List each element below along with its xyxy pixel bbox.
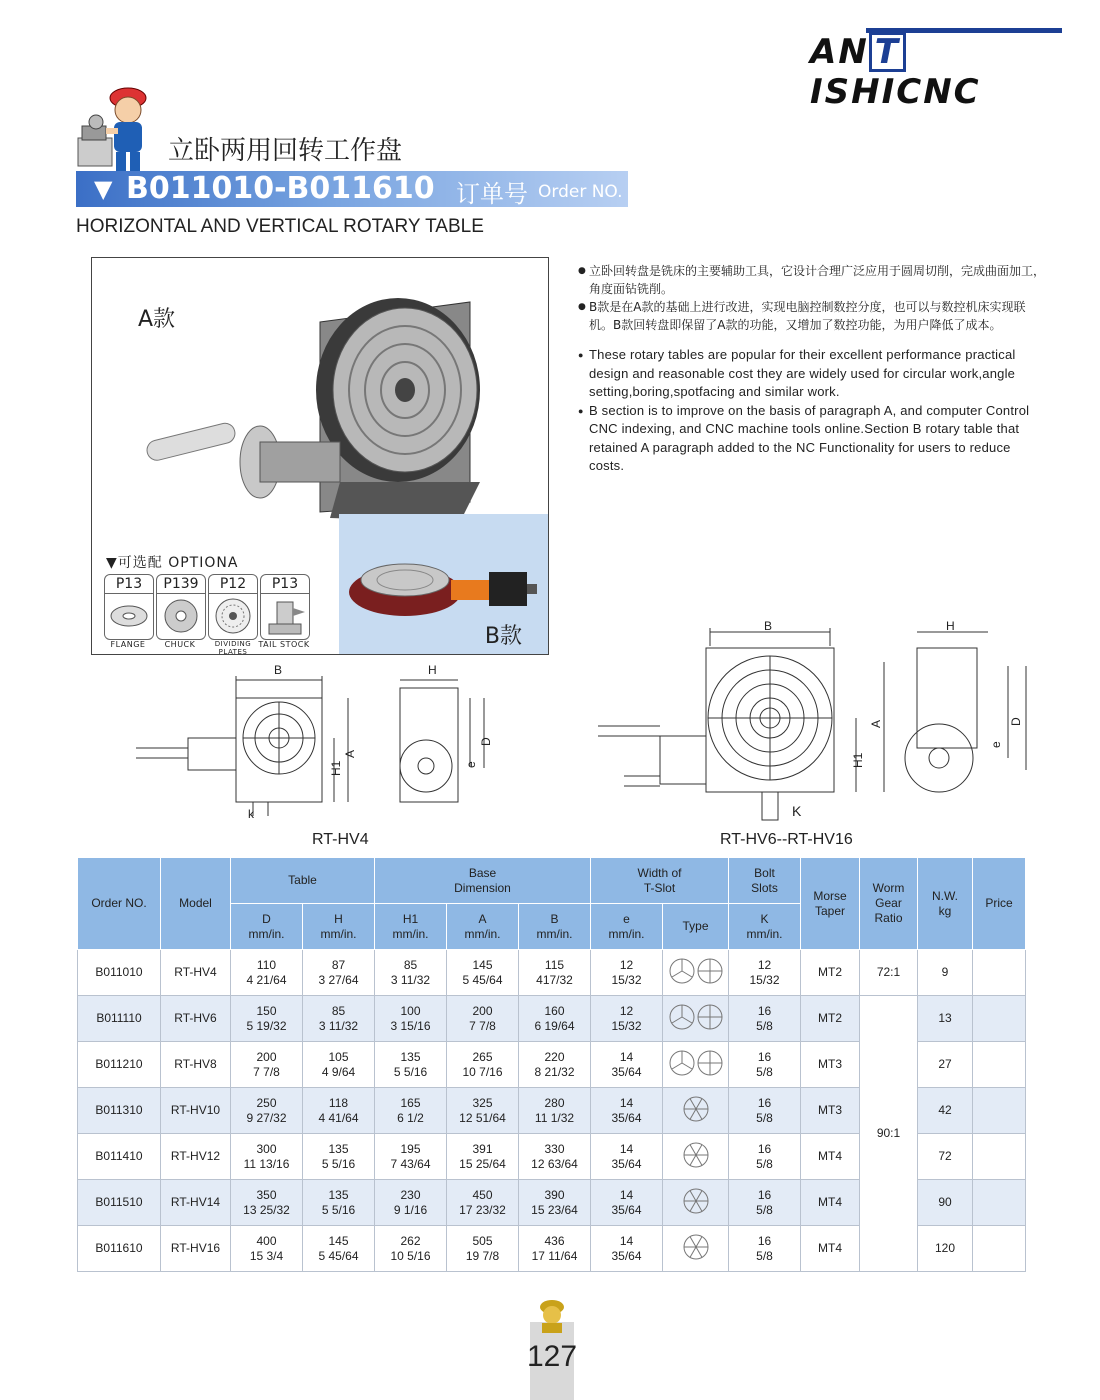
- accessory-caption: TAIL STOCK: [258, 640, 310, 649]
- b-cell: 220 8 21/32: [519, 1042, 591, 1088]
- order-number-band: [76, 171, 628, 207]
- type-cell: [663, 950, 729, 996]
- variant-b-panel: [339, 514, 548, 654]
- table-row: [78, 996, 1026, 1042]
- b-cell: 280 11 1/32: [519, 1088, 591, 1134]
- e-cell: 12 15/32: [591, 950, 663, 996]
- rt-hv6-hv16-drawing: [594, 618, 1034, 823]
- accessory-caption: DIVIDING PLATES: [214, 640, 252, 656]
- dim-label-d: D: [479, 737, 493, 746]
- price-cell: [973, 1088, 1026, 1134]
- dividing-plate-icon: [209, 594, 257, 638]
- accessory-tail-stock: P13: [260, 574, 310, 640]
- dim-label-a: A: [869, 719, 883, 728]
- header-bolt-slots: Bolt Slots: [729, 858, 801, 904]
- k-cell: 12 15/32: [729, 950, 801, 996]
- order-no-cell: B011210: [78, 1042, 161, 1088]
- type-cell: [663, 1180, 729, 1226]
- tslot-type-icon: [667, 956, 725, 986]
- chuck-icon: [157, 594, 205, 638]
- dim-label-e: e: [989, 741, 1003, 748]
- morse-cell: MT2: [801, 950, 860, 996]
- subheader-b: B mm/in.: [519, 904, 591, 950]
- net-weight-cell: 27: [918, 1042, 973, 1088]
- tslot-type-icon: [667, 1232, 725, 1262]
- type-cell: [663, 1042, 729, 1088]
- net-weight-cell: 72: [918, 1134, 973, 1180]
- d-cell: 200 7 7/8: [231, 1042, 303, 1088]
- page-number: 127: [526, 1340, 578, 1373]
- price-cell: [973, 1042, 1026, 1088]
- order-no-cell: B011610: [78, 1226, 161, 1272]
- dim-label-a: A: [343, 749, 357, 758]
- a-cell: 265 10 7/16: [447, 1042, 519, 1088]
- rt-hv4-drawing: [128, 658, 518, 823]
- order-no-cell: B011410: [78, 1134, 161, 1180]
- flange-icon: [105, 594, 153, 638]
- morse-cell: MT3: [801, 1088, 860, 1134]
- d-cell: 110 4 21/64: [231, 950, 303, 996]
- header-model: Model: [161, 858, 231, 950]
- k-cell: 16 5/8: [729, 1226, 801, 1272]
- rotary-table-a-photo: [140, 282, 480, 522]
- subheader-k: K mm/in.: [729, 904, 801, 950]
- accessory-chuck: P139: [156, 574, 206, 640]
- mascot-illustration: [76, 76, 160, 176]
- subheader-type: Type: [663, 904, 729, 950]
- h1-cell: 85 3 11/32: [375, 950, 447, 996]
- mascot-icon: [534, 1297, 570, 1337]
- h1-cell: 100 3 15/16: [375, 996, 447, 1042]
- k-cell: 16 5/8: [729, 1134, 801, 1180]
- description-cn-1: ● 立卧回转盘是铣床的主要辅助工具，它设计合理广泛应用于圆周切削，完成曲面加工，角度面钻铣削。: [578, 262, 1048, 298]
- h-cell: 135 5 5/16: [303, 1180, 375, 1226]
- a-cell: 391 15 25/64: [447, 1134, 519, 1180]
- h-cell: 145 5 45/64: [303, 1226, 375, 1272]
- specification-table: [77, 857, 1026, 1272]
- order-no-cell: B011010: [78, 950, 161, 996]
- morse-cell: MT3: [801, 1042, 860, 1088]
- order-no-cell: B011510: [78, 1180, 161, 1226]
- dim-label-b: B: [274, 663, 283, 677]
- type-cell: [663, 1088, 729, 1134]
- e-cell: 14 35/64: [591, 1134, 663, 1180]
- tslot-type-icon: [667, 1094, 725, 1124]
- product-description: [578, 262, 1048, 476]
- triangle-down-icon: ▼: [94, 175, 113, 203]
- net-weight-cell: 90: [918, 1180, 973, 1226]
- tslot-type-icon: [667, 1048, 725, 1078]
- morse-cell: MT4: [801, 1226, 860, 1272]
- price-cell: [973, 950, 1026, 996]
- price-cell: [973, 1226, 1026, 1272]
- accessory-caption: CHUCK: [164, 640, 196, 649]
- order-no-cell: B011310: [78, 1088, 161, 1134]
- morse-cell: MT4: [801, 1180, 860, 1226]
- model-cell: RT-HV6: [161, 996, 231, 1042]
- table-row: [78, 950, 1026, 996]
- description-cn-2: ● B款是在A款的基础上进行改进，实现电脑控制数控分度，也可以与数控机床实现联机。B款回转盘即保留了A款的功能，又增加了数控功能，为用户降低了成本。: [578, 298, 1048, 334]
- dim-label-k: K: [792, 803, 802, 819]
- order-code-range: B011010-B011610: [126, 171, 435, 206]
- variant-b-label: B款: [484, 624, 522, 649]
- type-cell: [663, 996, 729, 1042]
- price-cell: [973, 1134, 1026, 1180]
- k-cell: 16 5/8: [729, 1042, 801, 1088]
- page-title-cn: 立卧两用回转工作盘: [168, 136, 403, 166]
- model-cell: RT-HV10: [161, 1088, 231, 1134]
- h-cell: 105 4 9/64: [303, 1042, 375, 1088]
- type-cell: [663, 1226, 729, 1272]
- header-net-weight: N.W. kg: [918, 858, 973, 950]
- dim-label-h1: H1: [329, 760, 343, 776]
- brand-logo: [810, 22, 1060, 112]
- b-cell: 160 6 19/64: [519, 996, 591, 1042]
- description-en-2: ● B section is to improve on the basis of paragraph A, and computer Control CNC indexing, and CNC machine tools online.Section B rotary table that retained A paragraph added to the NC Functionality for users to reduce costs.: [578, 402, 1048, 476]
- a-cell: 200 7 7/8: [447, 996, 519, 1042]
- tail-stock-icon: [261, 594, 309, 638]
- e-cell: 14 35/64: [591, 1226, 663, 1272]
- header-worm-gear-ratio: Worm Gear Ratio: [860, 858, 918, 950]
- order-no-cell: B011110: [78, 996, 161, 1042]
- h1-cell: 230 9 1/16: [375, 1180, 447, 1226]
- dim-label-k: k: [248, 807, 254, 821]
- worm-ratio-cell: 90:1: [860, 996, 918, 1272]
- h-cell: 87 3 27/64: [303, 950, 375, 996]
- header-order-no: Order NO.: [78, 858, 161, 950]
- b-cell: 436 17 11/64: [519, 1226, 591, 1272]
- header-width-of-t-slot: Width of T-Slot: [591, 858, 729, 904]
- morse-cell: MT2: [801, 996, 860, 1042]
- model-cell: RT-HV4: [161, 950, 231, 996]
- dim-label-h1: H1: [851, 752, 865, 768]
- net-weight-cell: 120: [918, 1226, 973, 1272]
- accessory-flange: P13: [104, 574, 154, 640]
- page-title-en: HORIZONTAL AND VERTICAL ROTARY TABLE: [76, 216, 484, 237]
- dim-label-h: H: [428, 663, 437, 677]
- tslot-type-icon: [667, 1140, 725, 1170]
- model-cell: RT-HV8: [161, 1042, 231, 1088]
- b-cell: 330 12 63/64: [519, 1134, 591, 1180]
- h-cell: 85 3 11/32: [303, 996, 375, 1042]
- tslot-type-icon: [667, 1002, 725, 1032]
- subheader-h: H mm/in.: [303, 904, 375, 950]
- tslot-type-icon: [667, 1186, 725, 1216]
- h1-cell: 262 10 5/16: [375, 1226, 447, 1272]
- b-cell: 390 15 23/64: [519, 1180, 591, 1226]
- h1-cell: 165 6 1/2: [375, 1088, 447, 1134]
- model-cell: RT-HV12: [161, 1134, 231, 1180]
- drawing-caption-rt-hv6-hv16: RT-HV6--RT-HV16: [720, 831, 853, 848]
- subheader-d: D mm/in.: [231, 904, 303, 950]
- variant-a-label: A款: [138, 307, 176, 332]
- e-cell: 12 15/32: [591, 996, 663, 1042]
- net-weight-cell: 9: [918, 950, 973, 996]
- drawing-caption-rt-hv4: RT-HV4: [312, 831, 369, 848]
- table-header-row: [78, 858, 1026, 904]
- e-cell: 14 35/64: [591, 1180, 663, 1226]
- type-cell: [663, 1134, 729, 1180]
- worm-ratio-cell: 72:1: [860, 950, 918, 996]
- order-label-en: Order NO.: [538, 182, 623, 202]
- product-photo-panel: [91, 257, 549, 655]
- h1-cell: 135 5 5/16: [375, 1042, 447, 1088]
- morse-cell: MT4: [801, 1134, 860, 1180]
- a-cell: 145 5 45/64: [447, 950, 519, 996]
- net-weight-cell: 13: [918, 996, 973, 1042]
- d-cell: 250 9 27/32: [231, 1088, 303, 1134]
- d-cell: 400 15 3/4: [231, 1226, 303, 1272]
- header-morse-taper: Morse Taper: [801, 858, 860, 950]
- optional-accessories-label: ▼可选配 OPTIONA: [106, 555, 239, 571]
- h-cell: 118 4 41/64: [303, 1088, 375, 1134]
- b-cell: 115 417/32: [519, 950, 591, 996]
- dim-label-d: D: [1009, 717, 1023, 726]
- model-cell: RT-HV16: [161, 1226, 231, 1272]
- dim-label-e: e: [464, 761, 478, 768]
- subheader-h1: H1 mm/in.: [375, 904, 447, 950]
- a-cell: 450 17 23/32: [447, 1180, 519, 1226]
- d-cell: 300 11 13/16: [231, 1134, 303, 1180]
- price-cell: [973, 1180, 1026, 1226]
- d-cell: 150 5 19/32: [231, 996, 303, 1042]
- subheader-a: A mm/in.: [447, 904, 519, 950]
- header-price: Price: [973, 858, 1026, 950]
- a-cell: 505 19 7/8: [447, 1226, 519, 1272]
- a-cell: 325 12 51/64: [447, 1088, 519, 1134]
- k-cell: 16 5/8: [729, 996, 801, 1042]
- header-table: Table: [231, 858, 375, 904]
- e-cell: 14 35/64: [591, 1042, 663, 1088]
- d-cell: 350 13 25/32: [231, 1180, 303, 1226]
- e-cell: 14 35/64: [591, 1088, 663, 1134]
- subheader-e: e mm/in.: [591, 904, 663, 950]
- dim-label-b: B: [764, 619, 773, 633]
- order-label-cn: 订单号: [456, 180, 528, 208]
- h-cell: 135 5 5/16: [303, 1134, 375, 1180]
- description-en-1: ● These rotary tables are popular for their excellent performance practical design and reasonable cost they are widely used for circular work,angle setting,boring,spotfacing and similar work.: [578, 346, 1048, 402]
- net-weight-cell: 42: [918, 1088, 973, 1134]
- k-cell: 16 5/8: [729, 1088, 801, 1134]
- accessory-caption: FLANGE: [110, 640, 146, 649]
- price-cell: [973, 996, 1026, 1042]
- k-cell: 16 5/8: [729, 1180, 801, 1226]
- model-cell: RT-HV14: [161, 1180, 231, 1226]
- header-base-dimension: Base Dimension: [375, 858, 591, 904]
- dim-label-h: H: [946, 619, 955, 633]
- brand-name: AN TISHICNC: [810, 32, 981, 112]
- accessory-dividing-plates: P12: [208, 574, 258, 640]
- h1-cell: 195 7 43/64: [375, 1134, 447, 1180]
